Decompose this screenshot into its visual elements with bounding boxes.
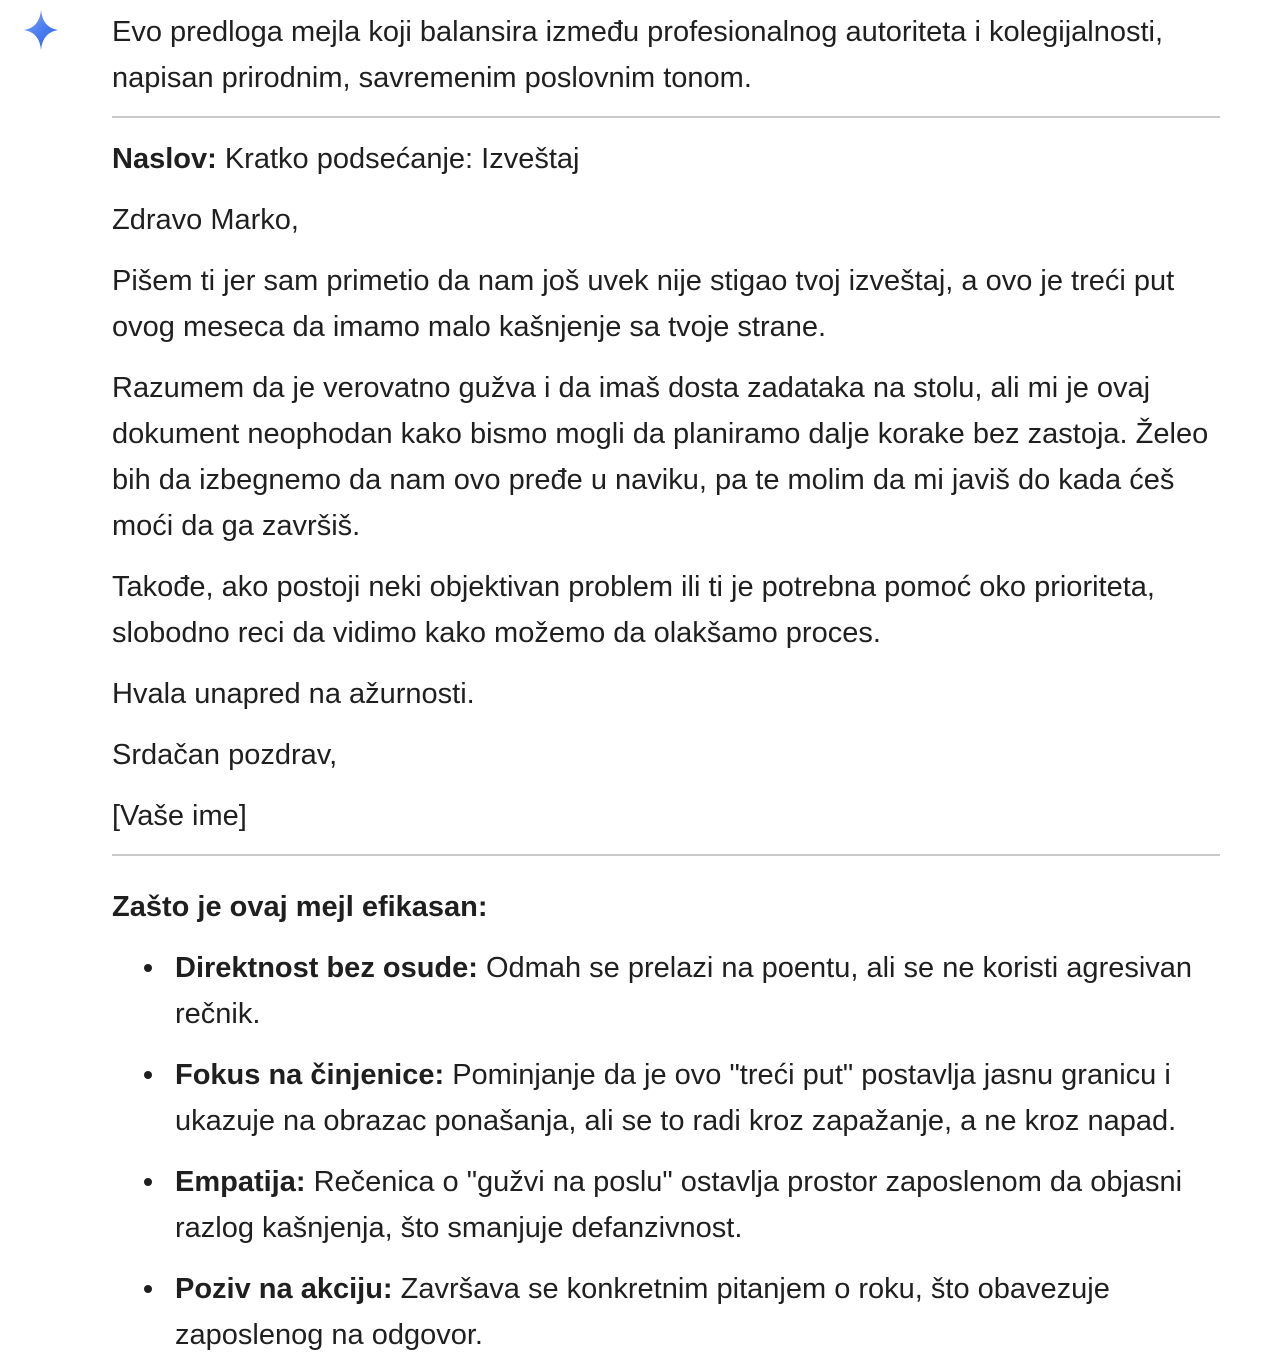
- intro-paragraph: Evo predloga mejla koji balansira između profesionalnog autoriteta i kolegijalnosti, napisan prirodnim, savremenim poslovnim tonom.: [112, 16, 1164, 94]
- email-greeting: Zdravo Marko,: [112, 204, 299, 236]
- bullet-label: Direktnost bez osude:: [175, 952, 478, 984]
- analysis-bullet-list: [112, 945, 1220, 1358]
- bullet-text: Odmah se prelazi na poentu, ali se ne koristi agresivan rečnik.: [175, 952, 1193, 1030]
- email-subject-text: Kratko podsećanje: Izveštaj: [216, 143, 580, 175]
- bullet-text: Pominjanje da je ovo "treći put" postavlja jasnu granicu i ukazuje na obrazac ponašanja, ali se to radi kroz zapažanje, a ne kroz napad.: [175, 1059, 1177, 1137]
- email-paragraph: Razumem da je verovatno gužva i da imaš dosta zadataka na stolu, ali mi je ovaj dokument neophodan kako bismo mogli da planiramo dalje korake bez zastoja. Želeo bih da izbegnemo da nam ovo pređe u naviku, pa te molim da mi javiš do kada ćeš moći da ga završiš.: [112, 372, 1209, 542]
- bullet-label: Fokus na činjenice:: [175, 1059, 445, 1091]
- list-item: [175, 1159, 1220, 1251]
- email-signature: [Vaše ime]: [112, 800, 247, 832]
- assistant-avatar-column: [0, 0, 112, 50]
- bullet-label: Empatija:: [175, 1166, 306, 1198]
- divider-top: [112, 116, 1220, 118]
- list-item: [175, 945, 1220, 1037]
- bullet-text: Rečenica o "gužvi na poslu" ostavlja prostor zaposlenom da objasni razlog kašnjenja, što smanjuje defanzivnost.: [175, 1166, 1183, 1244]
- assistant-message-body: [112, 0, 1220, 1358]
- list-item: [175, 1052, 1220, 1144]
- email-signoff: Srdačan pozdrav,: [112, 739, 338, 771]
- divider-bottom: [112, 854, 1220, 856]
- email-thanks: Hvala unapred na ažurnosti.: [112, 678, 475, 710]
- email-subject-label: Naslov:: [112, 143, 217, 175]
- email-subject-line: [112, 136, 1220, 182]
- analysis-heading: Zašto je ovaj mejl efikasan:: [112, 891, 488, 923]
- bullet-text: Završava se konkretnim pitanjem o roku, što obavezuje zaposlenog na odgovor.: [175, 1273, 1110, 1351]
- email-paragraph: Pišem ti jer sam primetio da nam još uvek nije stigao tvoj izveštaj, a ovo je treći put ovog meseca da imamo malo kašnjenje sa tvoje strane.: [112, 265, 1175, 343]
- bullet-label: Poziv na akciju:: [175, 1273, 393, 1305]
- list-item: [175, 1266, 1220, 1358]
- gemini-sparkle-icon: [24, 10, 58, 50]
- email-paragraph: Takođe, ako postoji neki objektivan problem ili ti je potrebna pomoć oko prioriteta, slobodno reci da vidimo kako možemo da olakšamo proces.: [112, 571, 1155, 649]
